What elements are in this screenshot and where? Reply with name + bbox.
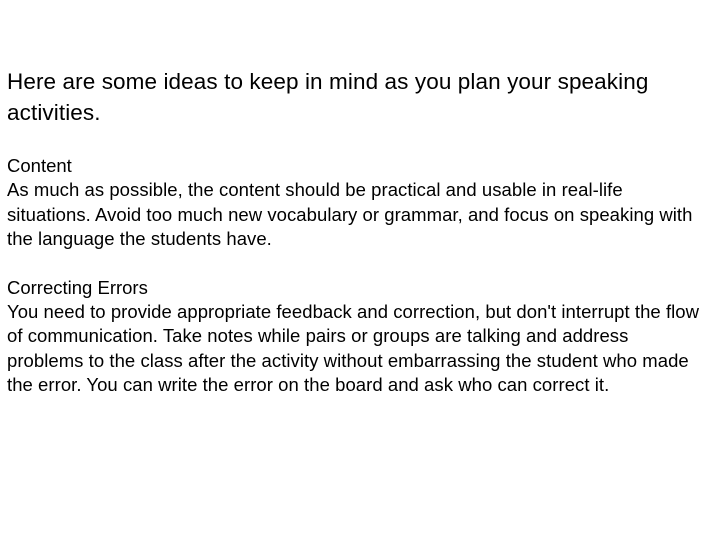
section-heading-correcting-errors: Correcting Errors	[7, 276, 148, 298]
section-content	[7, 154, 707, 252]
intro-text: Here are some ideas to keep in mind as you plan your speaking activities.	[7, 69, 649, 125]
section-body-correcting-errors: You need to provide appropriate feedback and correction, but don't interrupt the flow of communication. Take notes while pairs or groups are talking and address problems to the class after the activity without embarrassing the student who made the error. You can write the error on the board and ask who can correct it.	[7, 300, 700, 395]
section-correcting-errors	[7, 276, 707, 398]
section-heading-content: Content	[7, 155, 72, 176]
section-body-content: As much as possible, the content should be practical and usable in real-life situations. Avoid too much new vocabulary or grammar, and focus on speaking with the language the students have.	[7, 179, 693, 249]
slide-content	[7, 66, 707, 398]
